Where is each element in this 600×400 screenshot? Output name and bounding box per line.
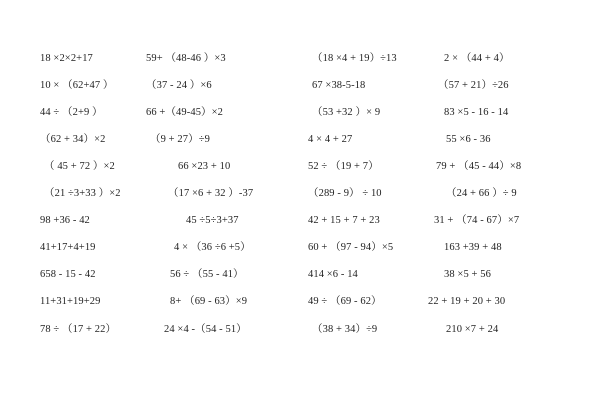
expression-r5-c2: 66 ×23 + 10 xyxy=(178,161,231,172)
expression-r3-c3: （53 +32 ）× 9 xyxy=(312,107,381,118)
expression-r5-c1: （ 45 + 72 ）×2 xyxy=(44,161,115,172)
expression-r3-c4: 83 ×5 - 16 - 14 xyxy=(444,107,509,118)
expression-r5-c3: 52 ÷ （19 + 7） xyxy=(308,161,379,172)
expression-r6-c2: （17 ×6 + 32 ）-37 xyxy=(168,188,254,199)
expression-r2-c4: （57 + 21）÷26 xyxy=(438,80,509,91)
expression-r3-c1: 44 ÷ （2+9 ） xyxy=(40,107,103,118)
expression-r8-c3: 60 + （97 - 94）×5 xyxy=(308,242,394,253)
expression-r7-c2: 45 ÷5÷3+37 xyxy=(186,215,239,226)
expression-r9-c2: 56 ÷ （55 - 41） xyxy=(170,269,244,280)
expression-r3-c2: 66 +（49-45）×2 xyxy=(146,107,224,118)
expression-r1-c3: （18 ×4 + 19）÷13 xyxy=(312,53,397,64)
expression-r10-c1: 11+31+19+29 xyxy=(40,296,101,307)
expression-r2-c3: 67 ×38-5-18 xyxy=(312,80,366,91)
expression-r5-c4: 79 + （45 - 44）×8 xyxy=(436,161,522,172)
expression-r9-c4: 38 ×5 + 56 xyxy=(444,269,491,280)
expression-r10-c4: 22 + 19 + 20 + 30 xyxy=(428,296,506,307)
expression-r7-c4: 31 + （74 - 67）×7 xyxy=(434,215,520,226)
expression-r4-c1: （62 + 34）×2 xyxy=(40,134,106,145)
expression-r10-c3: 49 ÷ （69 - 62） xyxy=(308,296,382,307)
expression-r6-c3: （289 - 9） ÷ 10 xyxy=(308,188,382,199)
expression-r4-c2: （9 + 27）÷9 xyxy=(150,134,210,145)
expression-r10-c2: 8+ （69 - 63）×9 xyxy=(170,296,248,307)
expression-r9-c1: 658 - 15 - 42 xyxy=(40,269,96,280)
expression-r8-c1: 41+17+4+19 xyxy=(40,242,96,253)
expression-r2-c1: 10 × （62+47 ） xyxy=(40,80,114,91)
expression-r11-c2: 24 ×4 -（54 - 51） xyxy=(164,324,247,335)
expression-r4-c4: 55 ×6 - 36 xyxy=(446,134,491,145)
expression-r11-c4: 210 ×7 + 24 xyxy=(446,324,499,335)
expression-r1-c4: 2 × （44 + 4） xyxy=(444,53,510,64)
expression-r8-c4: 163 +39 + 48 xyxy=(444,242,502,253)
expression-r4-c3: 4 × 4 + 27 xyxy=(308,134,353,145)
expression-r7-c3: 42 + 15 + 7 + 23 xyxy=(308,215,380,226)
expression-r9-c3: 414 ×6 - 14 xyxy=(308,269,358,280)
expression-r8-c2: 4 × （36 ÷6 +5） xyxy=(174,242,251,253)
expression-r11-c1: 78 ÷ （17 + 22） xyxy=(40,324,117,335)
expression-r1-c1: 18 ×2×2+17 xyxy=(40,53,93,64)
expression-r1-c2: 59+ （48-46 ）×3 xyxy=(146,53,226,64)
expression-r6-c1: （21 ÷3+33 ）×2 xyxy=(44,188,121,199)
expression-r7-c1: 98 +36 - 42 xyxy=(40,215,90,226)
expression-r2-c2: （37 - 24 ）×6 xyxy=(146,80,212,91)
expression-r11-c3: （38 + 34）÷9 xyxy=(312,324,378,335)
expression-r6-c4: （24 + 66 ）÷ 9 xyxy=(446,188,517,199)
